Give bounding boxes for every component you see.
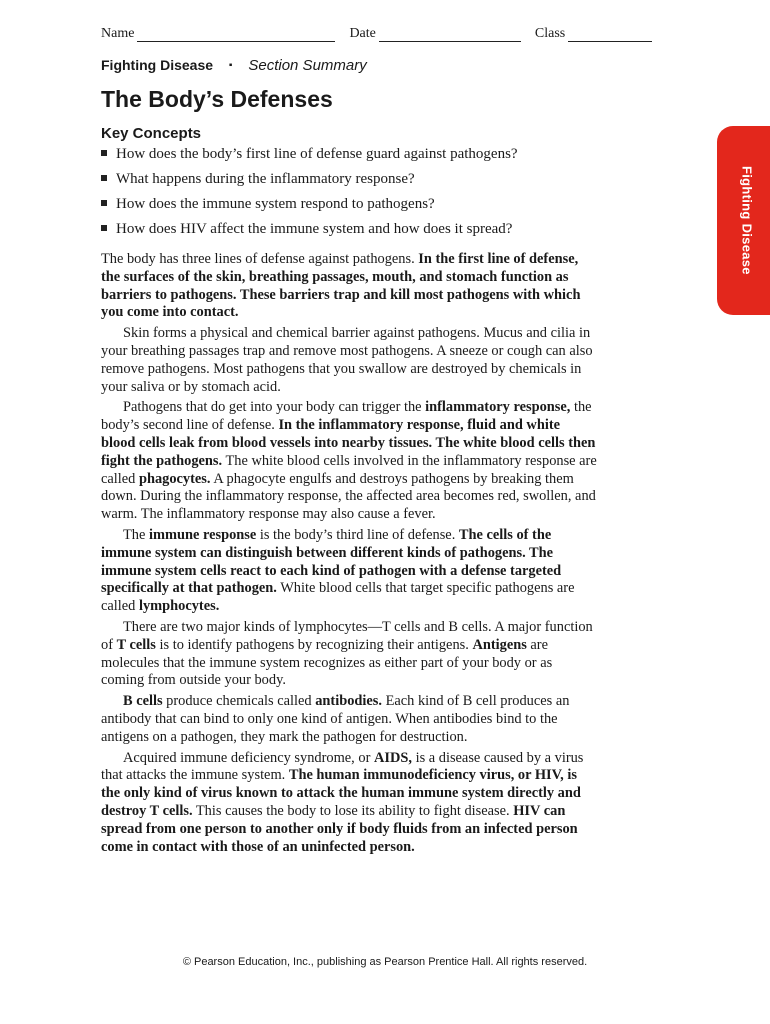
summary-body [101, 251, 597, 856]
square-bullet-icon [101, 150, 107, 156]
paragraph-text: Each kind of B cell produces an antibody that can bind to only one kind of antigen. When antibodies bind to the antigens on a pathogen, they mark the pathogen for destruction. [101, 693, 570, 745]
key-term-text: T cells [116, 636, 156, 653]
square-bullet-icon [101, 225, 107, 231]
key-term-text: In the first line of defense, the surfaces of the skin, breathing passages, mouth, and stomach function as barriers to pathogens. These barriers trap and kill most pathogens with which you come into contact. [101, 251, 581, 321]
key-concepts-heading: Key Concepts [101, 125, 202, 142]
paragraph-text: is to identify pathogens by recognizing their antigens. [155, 636, 473, 653]
paragraph-text: There are two major kinds of lymphocytes—T cells and B cells. A major function of [101, 618, 593, 653]
paragraph-text: is a disease caused by a virus that attacks the immune system. [101, 749, 584, 784]
date-field-line[interactable] [379, 27, 521, 42]
key-term-text: antibodies. [315, 693, 382, 710]
key-term-text: HIV can spread from one person to another only if body fluids from an infected person come in contact with those of an uninfected person. [101, 802, 578, 855]
class-label: Class [534, 26, 566, 41]
square-bullet-icon [101, 175, 107, 181]
paragraph-text: Pathogens that do get into your body can trigger the [123, 399, 426, 416]
paragraph-text: Acquired immune deficiency syndrome, or [123, 749, 374, 766]
paragraph-text: The [123, 526, 149, 543]
key-term-text: The cells of the immune system can distinguish between different kinds of pathogens. The immune system cells react to each kind of pathogen with a defense targeted specifically at that pathogen. [101, 526, 562, 597]
paragraph-text: are molecules that the immune system recognizes as either part of your body or as coming from outside your body. [101, 636, 553, 689]
page-title: The Body’s Defenses [101, 86, 333, 112]
key-term-text: Antigens [472, 636, 527, 653]
paragraph-text: is the body’s third line of defense. [256, 526, 459, 543]
paragraph-text: The white blood cells involved in the inflammatory response are called [101, 452, 597, 487]
summary-paragraph [101, 527, 597, 616]
chapter-name: Fighting Disease [101, 57, 214, 73]
key-term-text: lymphocytes. [138, 598, 220, 615]
key-term-text: B cells [123, 693, 163, 710]
paragraph-text: White blood cells that target specific pathogens are called [101, 580, 575, 615]
summary-paragraph [101, 750, 597, 857]
key-term-text: The human immunodeficiency virus, or HIV, is the only kind of virus known to attack the human immune system directly and destroy T cells. [101, 767, 581, 819]
key-concept-item: How does HIV affect the immune system and how does it spread? [101, 220, 518, 245]
section-subtitle: Section Summary [248, 57, 367, 74]
summary-paragraph [101, 693, 597, 746]
date-label: Date [349, 26, 376, 41]
name-field-line[interactable] [137, 27, 335, 42]
key-concept-item: What happens during the inflammatory response? [101, 170, 518, 195]
paragraph-text: The body has three lines of defense against pathogens. [101, 251, 419, 267]
chapter-side-tab [717, 126, 770, 315]
paragraph-text: produce chemicals called [162, 693, 316, 710]
section-separator: ▪ [228, 60, 233, 71]
side-tab-label: Fighting Disease [739, 166, 755, 275]
key-term-text: inflammatory response, [425, 399, 571, 416]
square-bullet-icon [101, 200, 107, 206]
summary-paragraph [101, 251, 597, 322]
name-label: Name [101, 26, 135, 41]
summary-paragraph [101, 399, 597, 524]
class-field-line[interactable] [568, 27, 652, 42]
key-concepts-list [101, 145, 518, 245]
student-info-header [101, 26, 666, 42]
key-term-text: immune response [148, 526, 257, 543]
paragraph-text: the body’s second line of defense. [101, 399, 592, 434]
key-term-text: phagocytes. [138, 470, 211, 487]
summary-paragraph [101, 325, 597, 396]
summary-paragraph [101, 619, 597, 690]
key-term-text: In the inflammatory response, fluid and white blood cells leak from blood vessels into nearby tissues. The white blood cells then fight the pathogens. [101, 417, 596, 469]
key-term-text: AIDS, [373, 749, 412, 766]
paragraph-text: A phagocyte engulfs and destroys pathogens by breaking them down. During the inflammatory response, the affected area becomes red, swollen, and warm. The inflammatory response may also cause a fever. [101, 470, 596, 523]
section-header [101, 57, 367, 74]
key-concept-item: How does the immune system respond to pathogens? [101, 195, 518, 220]
copyright-footer: © Pearson Education, Inc., publishing as Pearson Prentice Hall. All rights reserved. [182, 956, 588, 968]
paragraph-text: This causes the body to lose its ability to fight disease. [192, 802, 514, 819]
paragraph-text: Skin forms a physical and chemical barrier against pathogens. Mucus and cilia in your breathing passages trap and remove most pathogens. A sneeze or cough can also remove pathogens. Most pathogens that you swallow are destroyed by chemicals in your saliva or by stomach acid. [101, 325, 593, 395]
key-concept-item: How does the body’s first line of defense guard against pathogens? [101, 145, 518, 170]
